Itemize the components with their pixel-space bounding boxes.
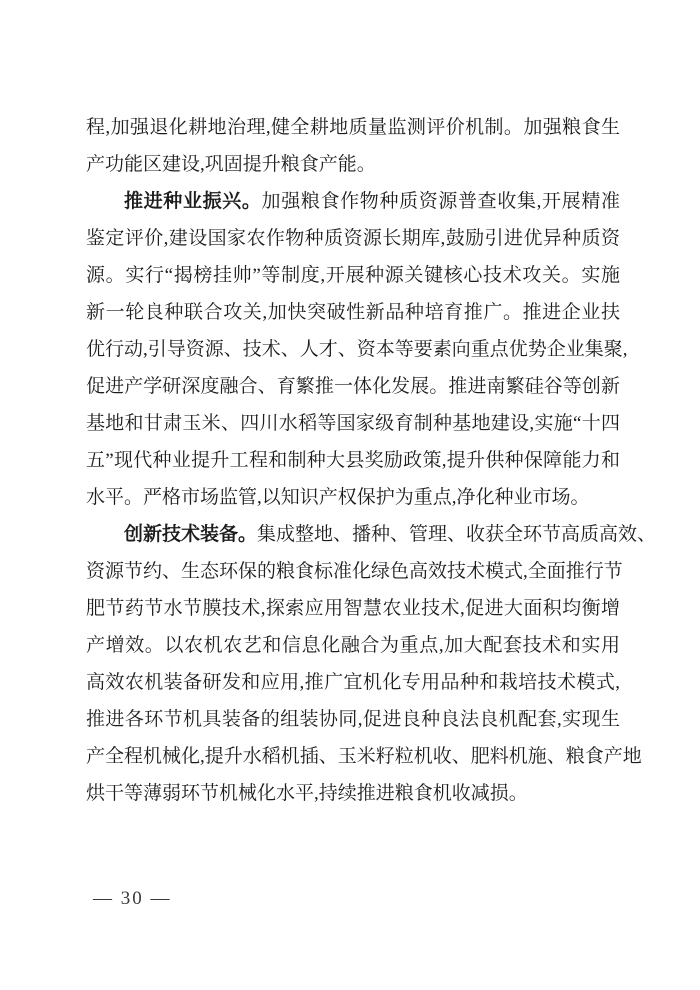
- text-line: [86, 627, 620, 664]
- body-text: 优行动,引导资源、技术、人才、资本等要素向重点优势企业集聚,: [86, 339, 628, 360]
- body-text: 资源节约、生态环保的粮食标准化绿色高效技术模式,全面推行节: [86, 561, 623, 582]
- text-line: [86, 590, 620, 627]
- body-text: 促进产学研深度融合、育繁推一体化发展。推进南繁硅谷等创新: [86, 376, 620, 397]
- text-line: [86, 479, 620, 516]
- body-text: 集成整地、播种、管理、收获全环节高质高效、: [257, 524, 657, 545]
- paragraph-lead: 创新技术装备。: [124, 524, 258, 545]
- text-line: [86, 109, 620, 146]
- text-line: [86, 553, 623, 590]
- text-line: [86, 183, 620, 220]
- text-line: [86, 331, 628, 368]
- body-text: 产全程机械化,提升水稻机插、玉米籽粒机收、肥料机施、粮食产地: [86, 746, 642, 767]
- text-line: [86, 257, 620, 294]
- text-line: [86, 775, 620, 812]
- text-line: [86, 664, 620, 701]
- body-text: 推进各环节机具装备的组装协同,促进良种良法良机配套,实现生: [86, 709, 620, 730]
- body-text: 新一轮良种联合攻关,加快突破性新品种培育推广。推进企业扶: [86, 302, 620, 323]
- text-line: [86, 701, 620, 738]
- text-line: [86, 220, 620, 257]
- body-text: 烘干等薄弱环节机械化水平,持续推进粮食机收减损。: [86, 783, 528, 804]
- body-text: 鉴定评价,建设国家农作物种质资源长期库,鼓励引进优异种质资: [86, 228, 620, 249]
- page-number: — 30 —: [93, 888, 172, 909]
- text-line: [86, 516, 657, 553]
- body-text: 加强粮食作物种质资源普查收集,开展精准: [261, 191, 620, 212]
- body-text: 产增效。以农机农艺和信息化融合为重点,加大配套技术和实用: [86, 635, 620, 656]
- paragraph-lead: 推进种业振兴。: [124, 191, 262, 212]
- body-text: 水平。严格市场监管,以知识产权保护为重点,净化种业市场。: [86, 487, 590, 508]
- body-text: 五”现代种业提升工程和制种大县奖励政策,提升供种保障能力和: [86, 450, 620, 471]
- text-line: [86, 146, 620, 183]
- body-text: 肥节药节水节膜技术,探索应用智慧农业技术,促进大面积均衡增: [86, 598, 620, 619]
- text-line: [86, 738, 642, 775]
- text-line: [86, 442, 620, 479]
- body-text: 基地和甘肃玉米、四川水稻等国家级育制种基地建设,实施“十四: [86, 413, 620, 434]
- text-line: [86, 294, 620, 331]
- text-block: [86, 109, 657, 812]
- text-line: [86, 405, 620, 442]
- body-text: 产功能区建设,巩固提升粮食产能。: [86, 154, 376, 175]
- body-text: 高效农机装备研发和应用,推广宜机化专用品种和栽培技术模式,: [86, 672, 620, 693]
- page-footer: [93, 884, 172, 914]
- body-text: 程,加强退化耕地治理,健全耕地质量监测评价机制。加强粮食生: [86, 117, 620, 138]
- text-line: [86, 368, 620, 405]
- body-text: 源。实行“揭榜挂帅”等制度,开展种源关键核心技术攻关。实施: [86, 265, 620, 286]
